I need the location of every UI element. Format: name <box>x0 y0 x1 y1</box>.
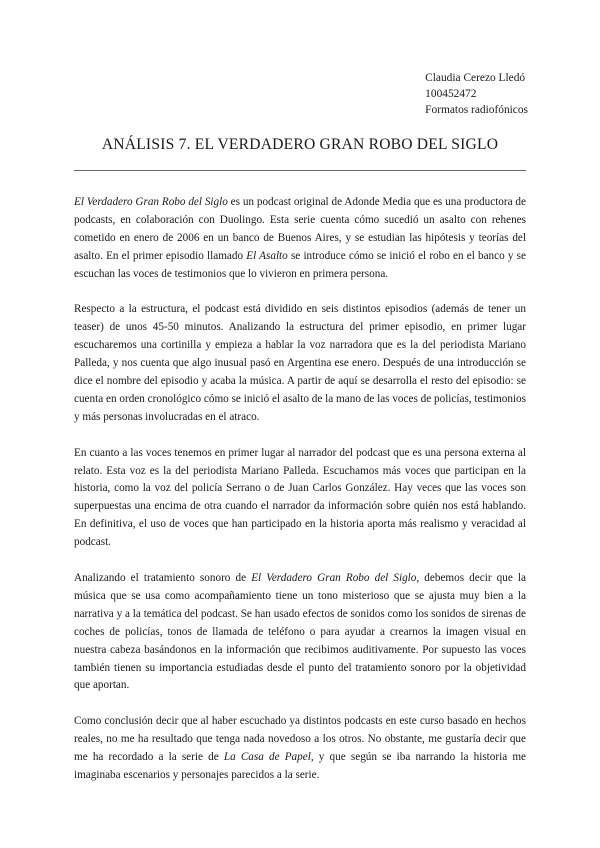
paragraph-structure <box>74 301 526 426</box>
author-name: Claudia Cerezo Lledó <box>425 72 526 84</box>
series-title-italic: La Casa de Papel, <box>223 751 314 764</box>
document-title: ANÁLISIS 7. EL VERDADERO GRAN ROBO DEL SIGLO <box>101 136 499 153</box>
paragraph-conclusion <box>74 713 526 785</box>
course-name: Formatos radiofónicos <box>425 104 528 116</box>
title-divider <box>74 170 526 171</box>
podcast-title-italic: El Verdadero Gran Robo del Siglo <box>74 196 228 208</box>
paragraph-text: debemos decir que la música que se usa como acompañamiento tiene un tono misterioso que se ajusta muy bien a la narrativa y a la temática del podcast. Se han usado efectos de sonidos como los sonidos de sirenas de coches de policías, tonos de llamada de teléfono o para ayudar a crearnos la imagen visual en nuestra cabeza basándonos en la información que recibimos auditivamente. Por supuesto las voces también tienen su importancia estudiadas desde el punto del tratamiento sonoro por la objetividad que aportan. <box>74 571 527 692</box>
paragraph-text: se introduce cómo se inició el robo en el banco y se escuchan las voces de testimonios que lo vivieron en primera persona. <box>74 249 526 280</box>
paragraph-text: y que según se iba narrando la historia me imaginaba escenarios y personajes parecidos a la serie. <box>74 751 527 781</box>
document-body <box>74 194 526 803</box>
paragraph-voices <box>74 445 526 552</box>
student-id: 100452472 <box>425 88 477 100</box>
paragraph-text: Analizando el tratamiento sonoro de <box>74 571 252 584</box>
podcast-title-italic: El Verdadero Gran Robo del Siglo, <box>251 571 420 584</box>
paragraph-text: es un podcast original de Adonde Media que es una productora de podcasts, en colaboración con Duolingo. Esta serie cuenta cómo sucedió un asalto con rehenes cometido en enero de 2006 en un banco de Buenos Aires, y se estudian las hipótesis y teorías del asalto. En el primer episodio llamado <box>74 196 526 262</box>
paragraph-text: Respecto a la estructura, el podcast está dividido en seis distintos episodios (además de tener un teaser) de unos 45-50 minutos. Analizando la estructura del primer episodio, en primer lugar escucharemos una cortinilla y empieza a hablar la voz narradora que es la del periodista Mariano Palleda, y nos cuenta que algo inusual pasó en Argentina ese enero. Después de una introducción se dice el nombre del episodio y acaba la música. A partir de aquí se desarrolla el resto del episodio: se cuenta en orden cronológico cómo se inició el asalto de la mano de las voces de policías, testimonios y más personas involucradas en el atraco. <box>74 303 526 423</box>
episode-title-italic: El Asalto <box>246 249 288 262</box>
paragraph-text: Como conclusión decir que al haber escuchado ya distintos podcasts en este curso basado en hechos reales, no me ha resultado que tenga nada novedoso a los otros. No obstante, me gustaría decir que me ha recordado a la serie de <box>74 715 526 764</box>
paragraph-text: En cuanto a las voces tenemos en primer lugar al narrador del podcast que es una persona externa al relato. Esta voz es la del periodista Mariano Palleda. Escuchamos más voces que participan en la historia, como la voz del policía Serrano o de Juan Carlos González. Hay veces que las voces son superpuestas una encima de otra cuando el narrador da información sobre quién nos está hablando. En definitiva, el uso de voces que han participado en la historia aporta más realismo y veracidad al podcast. <box>74 446 526 549</box>
paragraph-introduction <box>74 194 526 284</box>
author-header <box>425 70 528 118</box>
paragraph-sound-treatment <box>74 570 526 695</box>
